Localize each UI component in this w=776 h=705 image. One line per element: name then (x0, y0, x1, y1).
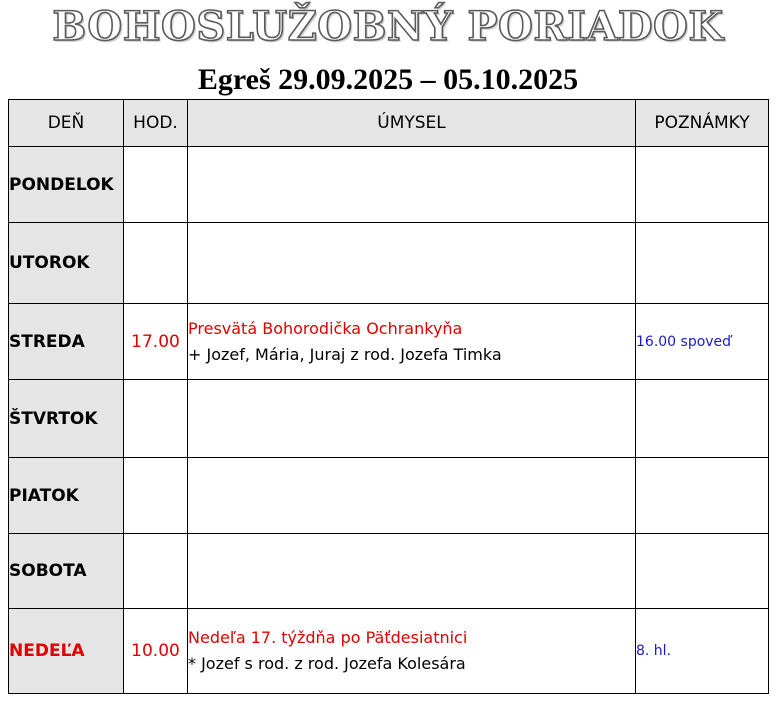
time-cell (124, 147, 188, 223)
table-row (9, 304, 769, 380)
intention-text: + Jozef, Mária, Juraj z rod. Jozefa Timka (188, 344, 502, 364)
intention-cell (188, 458, 636, 534)
notes-cell: 8. hl. (636, 609, 769, 694)
day-cell: ŠTVRTOK (9, 380, 124, 458)
table-row (9, 609, 769, 694)
day-cell: PONDELOK (9, 147, 124, 223)
intention-cell (188, 609, 636, 694)
intention-feast: Presvätá Bohorodička Ochrankyňa (188, 318, 463, 338)
intention-cell (188, 147, 636, 223)
notes-cell (636, 380, 769, 458)
column-header-time: HOD. (124, 100, 188, 147)
table-row (9, 223, 769, 304)
notes-cell (636, 458, 769, 534)
intention-cell (188, 534, 636, 609)
notes-cell (636, 534, 769, 609)
time-cell (124, 223, 188, 304)
schedule-table (8, 99, 769, 694)
day-cell: UTOROK (9, 223, 124, 304)
table-row (9, 147, 769, 223)
table-row (9, 534, 769, 609)
column-header-intention: ÚMYSEL (188, 100, 636, 147)
intention-text: * Jozef s rod. z rod. Jozefa Kolesára (188, 654, 466, 673)
day-cell: SOBOTA (9, 534, 124, 609)
intention-cell (188, 304, 636, 380)
table-row (9, 380, 769, 458)
intention-feast: Nedeľa 17. týždňa po Päťdesiatnici (188, 628, 468, 647)
time-cell: 17.00 (124, 304, 188, 380)
day-cell: STREDA (9, 304, 124, 380)
table-row (9, 458, 769, 534)
column-header-notes: POZNÁMKY (636, 100, 769, 147)
notes-cell (636, 223, 769, 304)
time-cell (124, 458, 188, 534)
table-header-row (9, 100, 769, 147)
column-header-day: DEŇ (9, 100, 124, 147)
day-cell: NEDEĽA (9, 609, 124, 694)
intention-cell (188, 223, 636, 304)
time-cell: 10.00 (124, 609, 188, 694)
intention-cell (188, 380, 636, 458)
notes-cell: 16.00 spoveď (636, 304, 769, 380)
page-title: BOHOSLUŽOBNÝ PORIADOK (52, 3, 724, 50)
time-cell (124, 380, 188, 458)
day-cell: PIATOK (9, 458, 124, 534)
notes-cell (636, 147, 769, 223)
time-cell (124, 534, 188, 609)
schedule-date-range: Egreš 29.09.2025 – 05.10.2025 (197, 63, 579, 96)
